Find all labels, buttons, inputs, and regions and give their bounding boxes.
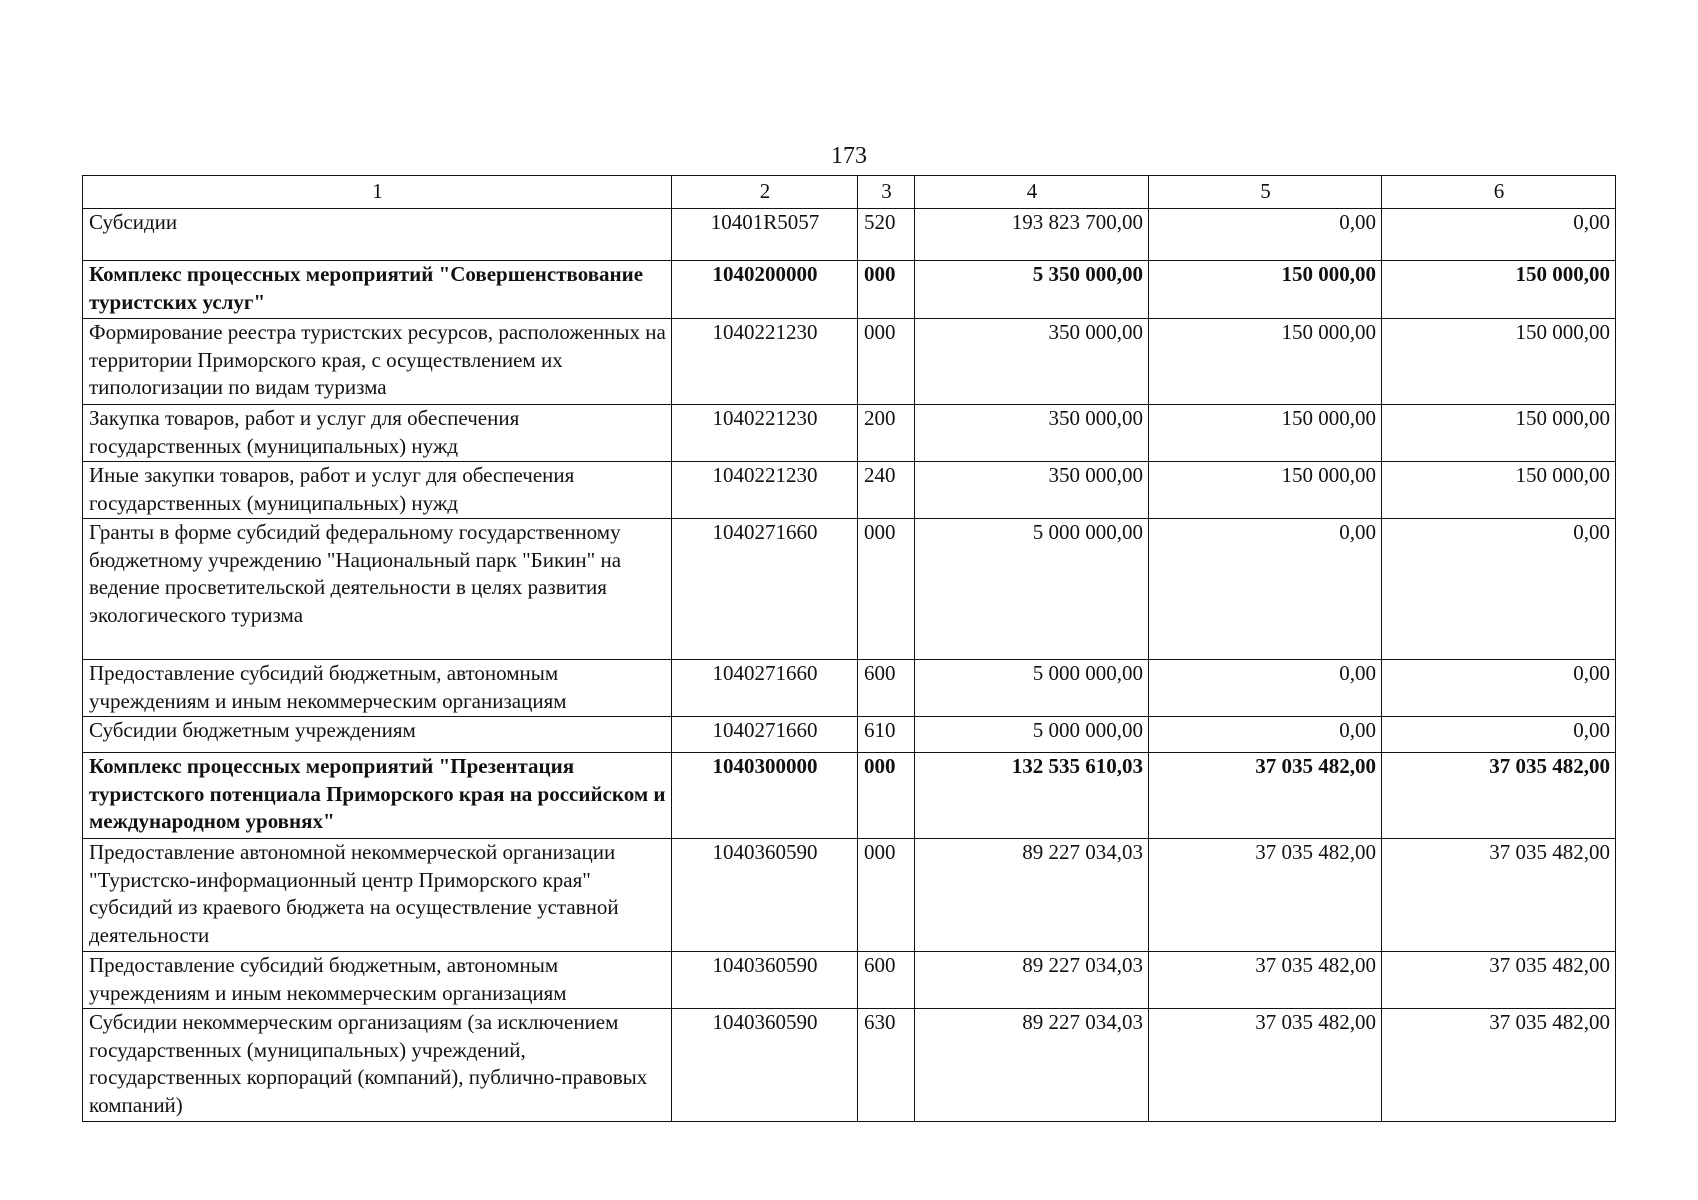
amount-col4: 132 535 610,03 xyxy=(915,753,1149,839)
target-code: 1040221230 xyxy=(672,405,858,462)
table-row xyxy=(83,462,1616,519)
column-header: 1 xyxy=(83,176,672,209)
amount-col5: 37 035 482,00 xyxy=(1149,839,1382,952)
amount-col6: 0,00 xyxy=(1382,519,1616,660)
expense-kind: 000 xyxy=(858,261,915,319)
item-name: Субсидии xyxy=(83,209,672,261)
amount-col6: 150 000,00 xyxy=(1382,462,1616,519)
amount-col5: 37 035 482,00 xyxy=(1149,952,1382,1009)
table-row xyxy=(83,660,1616,717)
expense-kind: 600 xyxy=(858,660,915,717)
expense-kind: 200 xyxy=(858,405,915,462)
table-header-row xyxy=(83,176,1616,209)
item-name: Субсидии бюджетным учреждениям xyxy=(83,717,672,753)
item-name: Предоставление субсидий бюджетным, автономным учреждениям и иным некоммерческим организациям xyxy=(83,952,672,1009)
expense-kind: 000 xyxy=(858,839,915,952)
amount-col4: 350 000,00 xyxy=(915,462,1149,519)
item-name: Комплекс процессных мероприятий "Презентация туристского потенциала Приморского края на российском и международном уровнях" xyxy=(83,753,672,839)
amount-col5: 150 000,00 xyxy=(1149,319,1382,405)
expense-kind: 240 xyxy=(858,462,915,519)
target-code: 1040221230 xyxy=(672,462,858,519)
amount-col6: 37 035 482,00 xyxy=(1382,753,1616,839)
table-row xyxy=(83,261,1616,319)
amount-col5: 37 035 482,00 xyxy=(1149,753,1382,839)
amount-col4: 5 000 000,00 xyxy=(915,519,1149,660)
expense-kind: 000 xyxy=(858,753,915,839)
amount-col6: 0,00 xyxy=(1382,717,1616,753)
amount-col5: 0,00 xyxy=(1149,519,1382,660)
expense-kind: 630 xyxy=(858,1009,915,1122)
amount-col4: 193 823 700,00 xyxy=(915,209,1149,261)
amount-col5: 150 000,00 xyxy=(1149,405,1382,462)
amount-col4: 350 000,00 xyxy=(915,319,1149,405)
item-name: Предоставление субсидий бюджетным, автономным учреждениям и иным некоммерческим организациям xyxy=(83,660,672,717)
table-row xyxy=(83,1009,1616,1122)
item-name: Комплекс процессных мероприятий "Совершенствование туристских услуг" xyxy=(83,261,672,319)
amount-col4: 5 000 000,00 xyxy=(915,660,1149,717)
amount-col4: 350 000,00 xyxy=(915,405,1149,462)
expense-kind: 000 xyxy=(858,519,915,660)
item-name: Гранты в форме субсидий федеральному государственному бюджетному учреждению "Национальный парк "Бикин" на ведение просветительской деятельности в целях развития экологического туризма xyxy=(83,519,672,660)
page-number: 173 xyxy=(831,143,867,169)
amount-col5: 0,00 xyxy=(1149,717,1382,753)
amount-col5: 0,00 xyxy=(1149,209,1382,261)
table-row xyxy=(83,319,1616,405)
column-header: 2 xyxy=(672,176,858,209)
table-row xyxy=(83,519,1616,660)
amount-col6: 150 000,00 xyxy=(1382,405,1616,462)
item-name: Предоставление автономной некоммерческой организации "Туристско-информационный центр Приморского края" субсидий из краевого бюджета на осуществление уставной деятельности xyxy=(83,839,672,952)
amount-col4: 5 350 000,00 xyxy=(915,261,1149,319)
item-name: Иные закупки товаров, работ и услуг для обеспечения государственных (муниципальных) нужд xyxy=(83,462,672,519)
expense-kind: 000 xyxy=(858,319,915,405)
table-row xyxy=(83,952,1616,1009)
target-code: 1040300000 xyxy=(672,753,858,839)
target-code: 10401R5057 xyxy=(672,209,858,261)
table-row xyxy=(83,405,1616,462)
table-row xyxy=(83,839,1616,952)
target-code: 1040271660 xyxy=(672,660,858,717)
budget-table-body xyxy=(83,176,1616,1122)
amount-col6: 150 000,00 xyxy=(1382,261,1616,319)
amount-col6: 37 035 482,00 xyxy=(1382,1009,1616,1122)
item-name: Закупка товаров, работ и услуг для обеспечения государственных (муниципальных) нужд xyxy=(83,405,672,462)
amount-col4: 89 227 034,03 xyxy=(915,1009,1149,1122)
table-row xyxy=(83,717,1616,753)
budget-table xyxy=(82,175,1616,1122)
target-code: 1040360590 xyxy=(672,839,858,952)
amount-col6: 37 035 482,00 xyxy=(1382,839,1616,952)
column-header: 3 xyxy=(858,176,915,209)
target-code: 1040271660 xyxy=(672,519,858,660)
table-row xyxy=(83,209,1616,261)
amount-col4: 89 227 034,03 xyxy=(915,952,1149,1009)
amount-col5: 0,00 xyxy=(1149,660,1382,717)
amount-col6: 37 035 482,00 xyxy=(1382,952,1616,1009)
amount-col4: 5 000 000,00 xyxy=(915,717,1149,753)
expense-kind: 600 xyxy=(858,952,915,1009)
target-code: 1040360590 xyxy=(672,1009,858,1122)
column-header: 5 xyxy=(1149,176,1382,209)
column-header: 6 xyxy=(1382,176,1616,209)
column-header: 4 xyxy=(915,176,1149,209)
item-name: Формирование реестра туристских ресурсов, расположенных на территории Приморского края, с осуществлением их типологизации по видам туризма xyxy=(83,319,672,405)
amount-col5: 150 000,00 xyxy=(1149,462,1382,519)
target-code: 1040271660 xyxy=(672,717,858,753)
target-code: 1040200000 xyxy=(672,261,858,319)
amount-col6: 150 000,00 xyxy=(1382,319,1616,405)
item-name: Субсидии некоммерческим организациям (за исключением государственных (муниципальных) учреждений, государственных корпораций (компаний), публично-правовых компаний) xyxy=(83,1009,672,1122)
expense-kind: 610 xyxy=(858,717,915,753)
amount-col5: 37 035 482,00 xyxy=(1149,1009,1382,1122)
target-code: 1040360590 xyxy=(672,952,858,1009)
table-row xyxy=(83,753,1616,839)
amount-col5: 150 000,00 xyxy=(1149,261,1382,319)
amount-col6: 0,00 xyxy=(1382,660,1616,717)
amount-col4: 89 227 034,03 xyxy=(915,839,1149,952)
amount-col6: 0,00 xyxy=(1382,209,1616,261)
expense-kind: 520 xyxy=(858,209,915,261)
target-code: 1040221230 xyxy=(672,319,858,405)
